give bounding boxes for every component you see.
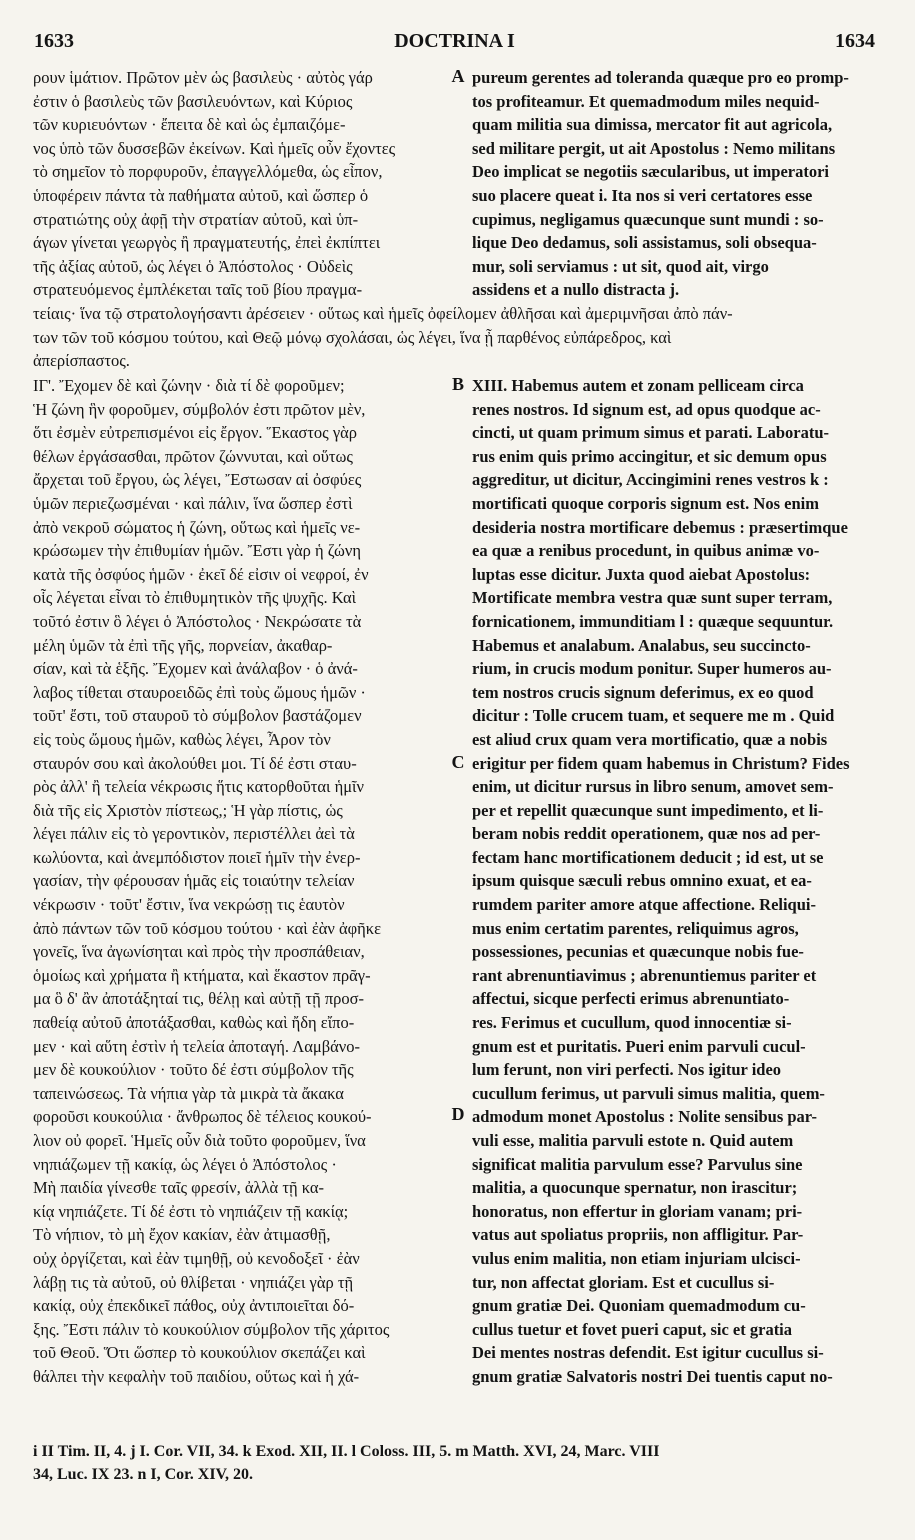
latin-text-line: mortificati quoque corporis signum est. Nos enim [472, 493, 819, 513]
greek-text-line: λέγει πάλιν εἰς τὸ γεροντικὸν, περιστέλλει ἀεὶ τὰ [33, 824, 355, 844]
page-header [34, 30, 875, 60]
latin-text-line: mus enim certatim parentes, reliquimus agros, [472, 918, 799, 938]
latin-text-line: beram nobis reddit operationem, quæ nos ad per- [472, 824, 821, 844]
latin-text-line: assidens et a nullo distracta j. [472, 280, 680, 300]
margin-marker-d: D [451, 1104, 465, 1124]
greek-text-line: γονεῖς, ἵνα ἀγωνίσηται καὶ πρὸς τὴν προσπάθειαν, [33, 942, 365, 962]
latin-text-line: XIII. Habemus autem et zonam pelliceam circa [472, 376, 804, 395]
greek-text-line: νηπιάζωμεν τῇ κακίᾳ, ὡς λέγει ὁ Ἀπόστολος · [33, 1154, 337, 1174]
greek-text-line: οὐχ ὀργίζεται, καὶ ἐὰν τιμηθῇ, οὐ κενοδοξεῖ · ἐὰν [33, 1248, 360, 1268]
footnote-line: 34, Luc. IX 23. n I, Cor. XIV, 20. [33, 1466, 254, 1483]
greek-text-line: ὑμῶν περιεζωσμέναι · καὶ πάλιν, ἵνα ὥσπερ ἐστὶ [33, 493, 353, 513]
greek-text-line: Τὸ νήπιον, τὸ μὴ ἔχον κακίαν, ἐὰν ἀτιμασθῇ, [33, 1225, 331, 1245]
running-title: DOCTRINA I [394, 30, 515, 52]
greek-text-line: σίαν, καὶ τὰ ἑξῆς. Ἔχομεν καὶ ἀνάλαβον · ὁ ἀνά- [33, 659, 358, 679]
greek-text-line: κακίᾳ, οὐχ ἐπεκδικεῖ πάθος, οὐχ ἀντιποιεῖται δό- [33, 1296, 355, 1316]
greek-text-line: ἀπὸ νεκροῦ σώματος ἡ ζώνη, οὕτως καὶ ἡμεῖς νε- [33, 517, 361, 537]
latin-text-line: rumdem pariter amore atque affectione. Reliqui- [472, 895, 816, 915]
latin-text-line: renes nostros. Id signum est, ad opus quodque ac- [472, 399, 821, 419]
greek-text-line: ρουν ἱμάτιον. Πρῶτον μὲν ὡς βασιλεὺς · αὐτὸς γάρ [33, 68, 373, 87]
greek-text-line: των τῶν τοῦ κόσμου τούτου, καὶ Θεῷ μόνῳ σχολάσαι, ὡς λέγει, ἵνα ᾖ παρθένος εὐπάρεδρος, καὶ [33, 327, 672, 347]
greek-text-line: ἐστιν ὁ βασιλεὺς τῶν βασιλευόντων, καὶ Κύριος [33, 91, 353, 111]
greek-text-line: λάβῃ τις τὰ αὐτοῦ, οὐ θλίβεται · νηπιάζει γὰρ τῇ [33, 1272, 354, 1292]
greek-text-line: τείαις· ἵνα τῷ στρατολογήσαντι ἀρέσειεν · οὕτως καὶ ἡμεῖς ὀφείλομεν ἀθλῆσαι καὶ ἀμεριμνῆσαι ἀπὸ πάν- [33, 304, 733, 323]
greek-column-top [33, 66, 456, 302]
latin-text-line: enim, ut dicitur rursus in libro senum, amovet sem- [472, 777, 834, 797]
latin-text-line: rium, in crucis modum ponitur. Super humeros au- [472, 659, 832, 679]
latin-text-line: gnum est et puritatis. Pueri enim parvuli cucul- [472, 1036, 806, 1056]
greek-text-line: Μὴ παιδία γίνεσθε ταῖς φρεσίν, ἀλλὰ τῇ κα- [33, 1178, 325, 1198]
latin-text-line: sed militare pergit, ut ait Apostolus : Nemo militans [472, 138, 836, 158]
greek-text-line: σταυρόν σου καὶ ἀκολούθει μοι. Τί δέ ἐστι σταυ- [33, 753, 357, 773]
footnotes [33, 1440, 878, 1486]
margin-marker-c: C [451, 752, 465, 772]
greek-text-line: τοῦτό ἐστιν ὃ λέγει ὁ Ἀπόστολος · Νεκρώσατε τὰ [33, 611, 362, 631]
greek-text-line: ρὸς ἀλλ' ἢ τελεία νέκρωσις ἥτις κατορθοῦται ἡμῖν [33, 777, 364, 797]
latin-text-line: pureum gerentes ad toleranda quæque pro eo promp- [472, 68, 849, 87]
greek-text-line: κωλύοντα, καὶ ἀνεμπόδιστον ποιεῖ ἡμῖν τὴν ἐνερ- [33, 847, 361, 867]
latin-text-line: Mortificate membra vestra quæ sunt super terram, [472, 588, 833, 608]
footnote-line: i II Tim. II, 4. j I. Cor. VII, 34. k Exod. XII, II. l Coloss. III, 5. m Matth. XVI, 24, Marc. VIII [33, 1443, 660, 1460]
latin-text-line: Deo implicat se negotiis sæcularibus, ut imperatori [472, 162, 830, 182]
greek-text-line: ὁμοίως καὶ χρήματα ἢ κτήματα, καὶ ἕκαστον πρᾶγ- [33, 965, 371, 985]
latin-column-main [472, 374, 880, 1389]
greek-full-width-block [33, 302, 878, 373]
greek-text-line: άγων γίνεται γεωργὸς ἢ πραγματευτής, ἐπεὶ ἐκπίπτει [33, 233, 381, 253]
greek-text-line: Ἡ ζώνη ἣν φοροῦμεν, σύμβολόν ἐστι πρῶτον μὲν, [33, 399, 366, 419]
greek-text-line: φοροῦσι κουκούλια · ἄνθρωπος δὲ τέλειος κουκού- [33, 1107, 372, 1127]
greek-text-line: ἀπὸ πάντων τῶν τοῦ κόσμου τούτου · καὶ ἐὰν ἀφῆκε [33, 918, 382, 938]
greek-text-line: ΙΓ'. Ἔχομεν δὲ καὶ ζώνην · διὰ τί δὲ φοροῦμεν; [33, 376, 345, 395]
greek-text-line: κατὰ τῆς ὀσφύος ἡμῶν · ἐκεῖ δέ εἰσιν οἱ νεφροί, ἐν [33, 564, 369, 584]
greek-text-line: ὑποφέρειν πάντα τὰ παθήματα αὐτοῦ, καὶ ὥσπερ ὁ [33, 185, 369, 205]
margin-marker-a: A [451, 66, 465, 86]
latin-text-line: rus enim quis primo accingitur, et sic demum opus [472, 446, 827, 466]
page-number-right: 1634 [835, 30, 875, 52]
greek-text-line: εἰς τοὺς ὤμους ἡμῶν, καθὼς λέγει, Ἆρον τὸν [33, 729, 331, 749]
latin-text-line: est aliud crux quam vera mortificatio, quæ a nobis [472, 729, 828, 749]
greek-text-line: τοῦ Θεοῦ. Ὅτι ὥσπερ τὸ κουκούλιον σκεπάζει καὶ [33, 1343, 366, 1363]
latin-text-line: tur, non affectat gloriam. Est et cucullus si- [472, 1272, 775, 1292]
latin-text-line: suo placere queat i. Ita nos si veri certatores esse [472, 185, 813, 205]
latin-text-line: admodum monet Apostolus : Nolite sensibus par- [472, 1107, 818, 1127]
latin-text-line: Habemus et analabum. Analabus, seu succincto- [472, 635, 811, 655]
greek-text-line: διὰ τῆς εἰς Χριστὸν πίστεως,; Ἡ γὰρ πίστις, ὡς [33, 800, 343, 820]
greek-text-line: τοῦτ' ἔστι, τοῦ σταυροῦ τὸ σύμβολον βαστάζομεν [33, 706, 362, 726]
greek-text-line: μέλη ὑμῶν τὰ ἐπὶ τῆς γῆς, πορνείαν, ἀκαθαρ- [33, 635, 333, 655]
greek-text-line: ὅτι ἐσμὲν εὐτρεπισμένοι εἰς ἔργον. Ἕκαστος γὰρ [33, 423, 358, 443]
latin-text-line: honoratus, non effertur in gloriam vanam; pri- [472, 1201, 803, 1221]
latin-text-line: cullus tuetur et fovet pueri caput, sic et gratia [472, 1319, 793, 1339]
latin-text-line: affectui, sicque perfecti erimus abrenuntiato- [472, 989, 790, 1009]
greek-text-line: γασίαν, τὴν φέρουσαν ἡμᾶς εἰς τοιαύτην τελείαν [33, 871, 355, 891]
latin-text-line: vatus aut spoliatus propriis, non affligitur. Par- [472, 1225, 804, 1245]
greek-text-line: μεν δὲ κουκούλιον · τοῦτο δέ ἐστι σύμβολον τῆς [33, 1060, 354, 1080]
greek-text-line: κρώσωμεν τὴν ἐπιθυμίαν ἡμῶν. Ἔστι γὰρ ἡ ζώνη [33, 541, 361, 561]
margin-marker-b: B [451, 374, 464, 394]
greek-text-line: ἄρχεται τοῦ ἔργου, ὡς λέγει, Ἔστωσαν αἱ ὀσφύες [33, 470, 362, 490]
latin-text-line: erigitur per fidem quam habemus in Christum? Fides [472, 753, 850, 773]
latin-text-line: mur, soli serviamus : ut sit, quod ait, virgo [472, 256, 769, 276]
greek-text-line: τῶν κυριευόντων · ἔπειτα δὲ καὶ ὡς ἐμπαιζόμε- [33, 115, 346, 135]
greek-text-line: νος ὑπὸ τῶν δυσσεβῶν ἐκείνων. Καὶ ἡμεῖς οὖν ἔχοντες [33, 138, 396, 158]
latin-text-line: res. Ferimus et cucullum, quod innocentiæ si- [472, 1013, 792, 1033]
latin-text-line: significat malitia parvulum esse? Parvulus sine [472, 1154, 803, 1174]
latin-text-line: lique Deo dedamus, soli assistamus, soli obsequa- [472, 233, 817, 253]
latin-text-line: desideria nostra mortificare debemus : præsertimque [472, 517, 848, 537]
greek-text-line: νέκρωσιν · τοῦτ' ἔστιν, ἵνα νεκρώσῃ τις ἑαυτὸν [33, 895, 345, 915]
greek-text-line: ξης. Ἔστι πάλιν τὸ κουκούλιον σύμβολον τῆς χάριτος [33, 1319, 390, 1339]
page-number-left: 1633 [34, 30, 74, 52]
latin-column-top [472, 66, 880, 302]
greek-text-line: μεν · καὶ αὕτη ἐστὶν ἡ τελεία ἀποταγή. Λαμβάνο- [33, 1036, 360, 1056]
latin-text-line: gnum gratiæ Dei. Quoniam quemadmodum cu- [472, 1296, 806, 1316]
greek-text-line: οἷς λέγεται εἶναι τὸ ἐπιθυμητικὸν τῆς ψυχῆς. Καὶ [33, 588, 357, 608]
greek-text-line: τῆς ἀξίας αὐτοῦ, ὡς λέγει ὁ Ἀπόστολος · Οὐδεὶς [33, 256, 353, 276]
latin-text-line: luptas esse dicitur. Juxta quod aiebat Apostolus: [472, 564, 811, 584]
latin-text-line: gnum gratiæ Salvatoris nostri Dei tuentis caput no- [472, 1366, 833, 1386]
greek-text-line: λιον οὐ φορεῖ. Ἡμεῖς οὖν διὰ τοῦτο φοροῦμεν, ἵνα [33, 1131, 366, 1150]
latin-text-line: tos profiteamur. Et quemadmodum miles nequid- [472, 91, 820, 111]
latin-text-line: fornicationem, immunditiam l : quæque sequuntur. [472, 611, 834, 631]
greek-text-line: ταπεινώσεως. Τὰ νήπια γὰρ τὰ μικρὰ τὰ ἄκακα [33, 1083, 344, 1103]
greek-text-line: στρατιώτης οὐχ ἀφῇ τὴν στρατίαν αὐτοῦ, καὶ ὑπ- [33, 209, 359, 229]
latin-text-line: fectam hanc mortificationem deducit ; id est, ut se [472, 847, 824, 867]
greek-text-line: ἀπερίσπαστος. [33, 351, 130, 371]
greek-text-line: θάλπει τὴν κεφαλὴν τοῦ παιδίου, οὕτως καὶ ἡ χά- [33, 1366, 360, 1386]
greek-text-line: κίᾳ νηπιάζετε. Τί δέ ἐστι τὸ νηπιάζειν τῇ κακίᾳ; [33, 1201, 349, 1221]
latin-text-line: dicitur : Tolle crucem tuam, et sequere me m . Quid [472, 706, 835, 726]
latin-text-line: aggreditur, ut dicitur, Accingimini renes vestros k : [472, 470, 829, 490]
greek-text-line: παθείᾳ αὐτοῦ ἀποτάξασθαι, καθὼς καὶ ἤδη εἴπο- [33, 1013, 355, 1033]
latin-text-line: cincti, ut quam primum simus et parati. Laboratu- [472, 423, 830, 443]
latin-text-line: lum ferunt, non viri perfecti. Nos igitur ideo [472, 1060, 782, 1080]
latin-text-line: Dei mentes nostras defendit. Est igitur cucullus si- [472, 1343, 824, 1363]
latin-text-line: tem nostros crucis signum deferimus, ex eo quod [472, 682, 814, 702]
latin-text-line: cucullum ferimus, ut parvuli simus malitia, quem- [472, 1083, 825, 1103]
latin-text-line: quam militia sua dimissa, mercator fit aut agricola, [472, 115, 833, 135]
latin-text-line: possessiones, pecunias et quæcunque nobis fue- [472, 942, 804, 962]
latin-text-line: vuli esse, malitia parvuli estote n. Quid autem [472, 1131, 794, 1150]
latin-text-line: vulus enim malitia, non etiam injuriam ulcisci- [472, 1248, 801, 1268]
latin-text-line: ea quæ a renibus procedunt, in quibus animæ vo- [472, 541, 820, 561]
greek-text-line: θέλων ἐργάσασθαι, πρῶτον ζώννυται, καὶ οὕτως [33, 446, 353, 466]
latin-text-line: per et repellit quæcunque sunt impedimento, et li- [472, 800, 824, 820]
greek-text-line: μα ὃ δ' ἂν ἀποτάξηταί τις, θέλῃ καὶ αὐτῇ τῇ προσ- [33, 989, 365, 1009]
greek-text-line: λαβος τίθεται σταυροειδῶς ἐπὶ τοὺς ὤμους ἡμῶν · [33, 682, 366, 702]
latin-text-line: ipsum quisque sæculi rebus omnino exuat, et ea- [472, 871, 812, 891]
latin-text-line: cupimus, negligamus quæcunque sunt mundi : so- [472, 209, 824, 229]
latin-text-line: malitia, a quocunque spernatur, non irascitur; [472, 1178, 798, 1198]
greek-column-main [33, 374, 456, 1389]
latin-text-line: rant abrenuntiavimus ; abrenuntiemus pariter et [472, 965, 817, 985]
greek-text-line: τὸ σημεῖον τὸ πορφυροῦν, ἐπαγγελλόμεθα, ὡς εἶπον, [33, 162, 383, 182]
greek-text-line: στρατευόμενος ἐμπλέκεται ταῖς τοῦ βίου πραγμα- [33, 280, 363, 300]
